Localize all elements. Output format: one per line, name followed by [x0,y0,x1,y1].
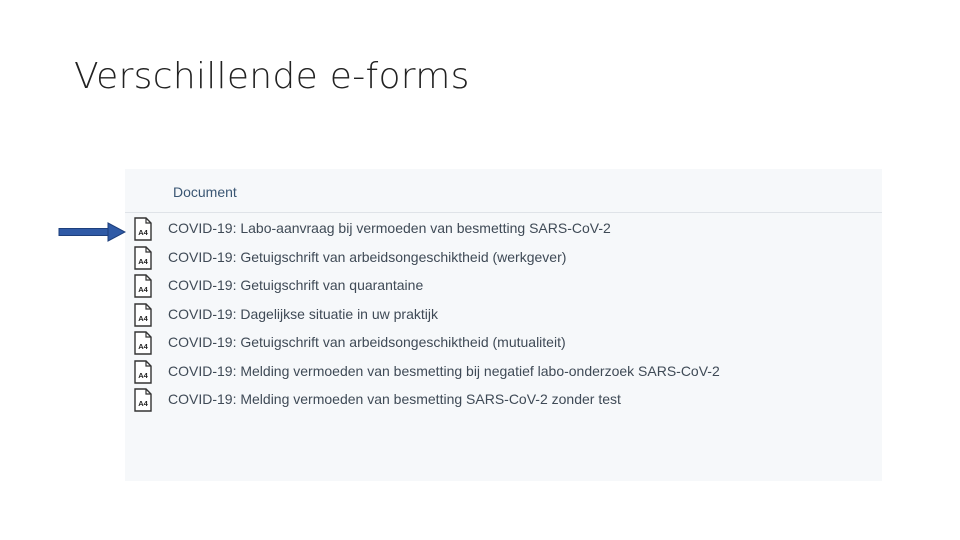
document-title-link[interactable]: COVID-19: Labo-aanvraag bij vermoeden van besmetting SARS-CoV-2 [168,220,611,236]
document-title-link[interactable]: COVID-19: Dagelijkse situatie in uw praktijk [168,305,438,322]
document-table [125,169,882,481]
a4-document-icon[interactable] [134,360,152,384]
document-title-link[interactable]: COVID-19: Getuigschrift van arbeidsongeschiktheid (werkgever) [168,248,567,265]
table-row[interactable] [125,328,882,356]
table-row[interactable] [125,385,882,413]
a4-document-icon[interactable] [134,388,152,412]
table-row[interactable] [125,243,882,271]
slide-title: Verschillende e-forms [74,56,470,97]
document-title-link[interactable]: COVID-19: Melding vermoeden van besmetting bij negatief labo-onderzoek SARS-CoV-2 [168,362,720,379]
column-header-document[interactable]: Document [173,184,237,200]
document-title-link[interactable]: COVID-19: Getuigschrift van arbeidsongeschiktheid (mutualiteit) [168,334,566,350]
a4-document-icon[interactable] [134,217,152,241]
a4-document-icon[interactable] [134,274,152,298]
svg-text:A4: A4 [138,399,148,408]
a4-document-icon[interactable] [134,303,152,327]
document-title-link[interactable]: COVID-19: Getuigschrift van quarantaine [168,277,424,293]
svg-text:A4: A4 [138,370,148,380]
table-row[interactable] [125,271,882,299]
table-row[interactable] [125,214,882,242]
a4-document-icon[interactable] [134,246,152,270]
svg-text:A4: A4 [138,313,148,323]
svg-text:A4: A4 [138,228,148,237]
svg-text:A4: A4 [138,256,148,266]
document-title-link[interactable]: COVID-19: Melding vermoeden van besmetting SARS-CoV-2 zonder test [168,391,621,407]
table-row[interactable] [125,357,882,385]
a4-document-icon[interactable] [134,331,152,355]
svg-text:A4: A4 [138,342,148,351]
header-divider [125,212,882,213]
right-arrow-icon [58,222,126,242]
svg-text:A4: A4 [138,285,148,294]
table-row[interactable] [125,300,882,328]
